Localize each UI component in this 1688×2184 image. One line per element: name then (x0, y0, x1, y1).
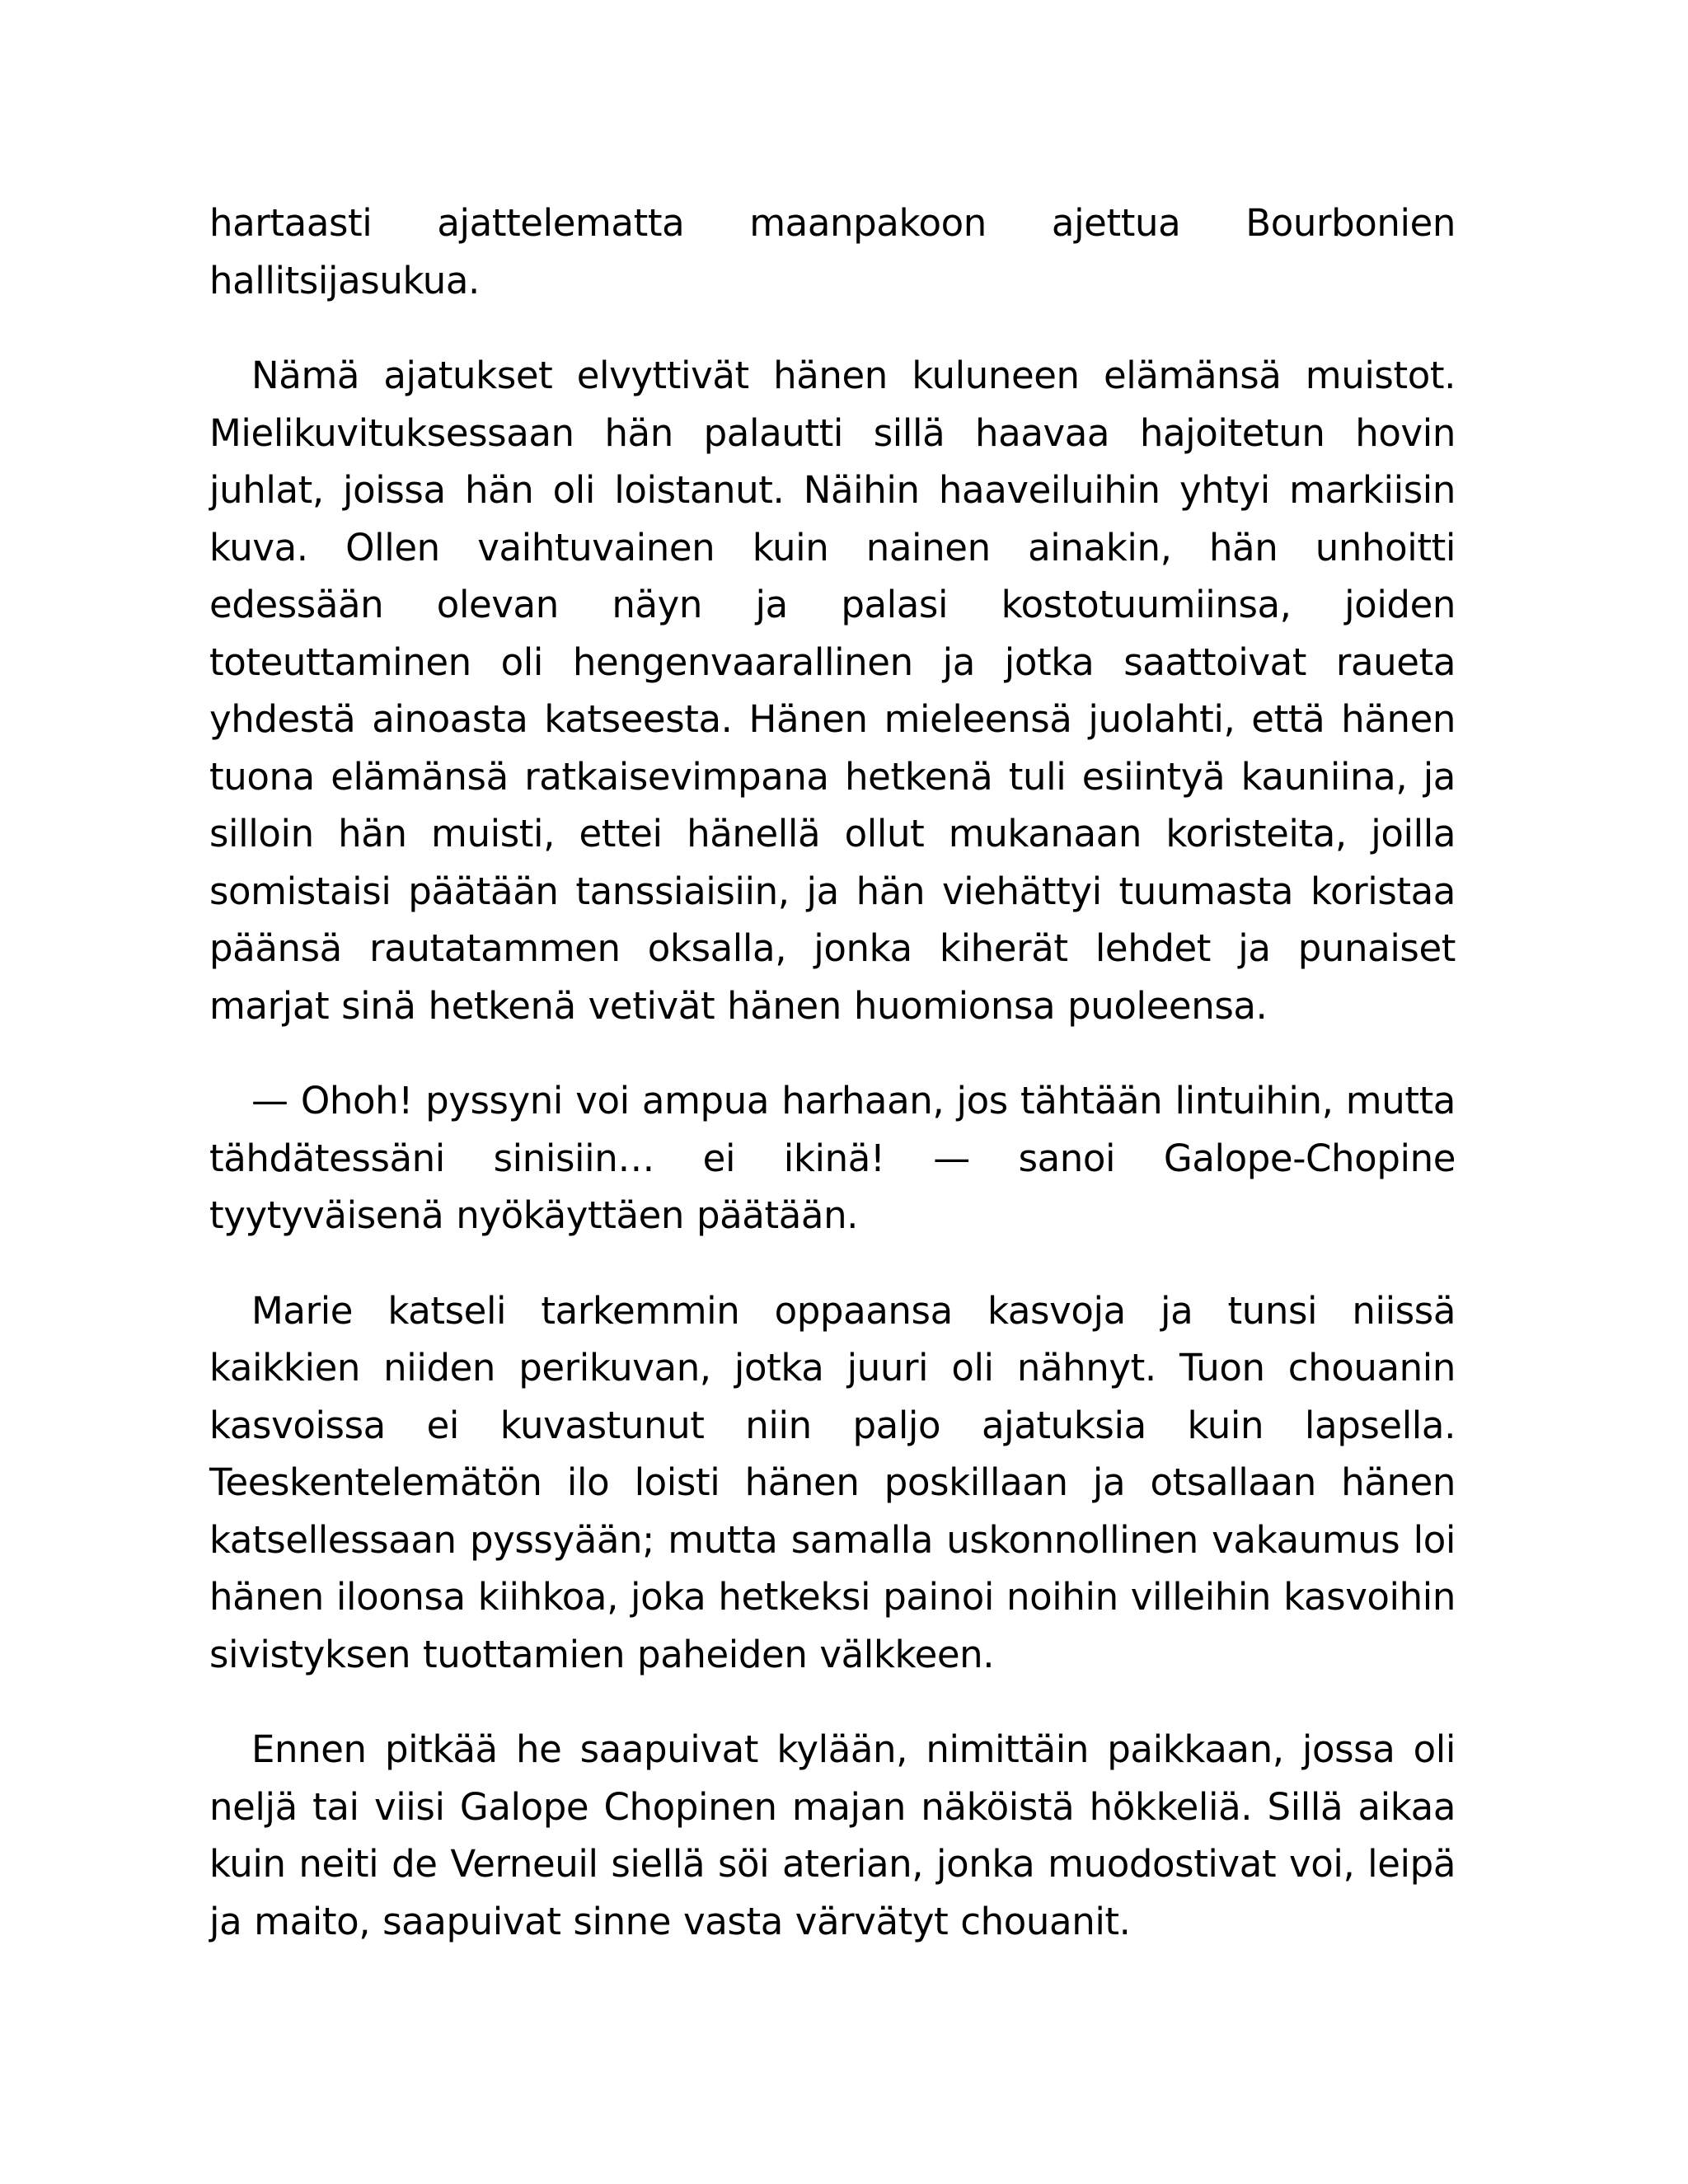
paragraph: — Ohoh! pyssyni voi ampua harhaan, jos tähtään lintuihin, mutta tähdätessäni sinisiin… ei ikinä! — sanoi Galope-Chopine tyytyväisenä nyökäyttäen päätään. (209, 1079, 1456, 1237)
paragraph: Nämä ajatukset elvyttivät hänen kuluneen elämänsä muistot. Mielikuvituksessaan hän palautti sillä haavaa hajoitetun hovin juhlat, joissa hän oli loistanut. Näihin haaveiluihin yhtyi markiisin kuva. Ollen vaihtuvainen kuin nainen ainakin, hän unhoitti edessään olevan näyn ja palasi kostotuumiinsa, joiden toteuttaminen oli hengenvaarallinen ja jotka saattoivat raueta yhdestä ainoasta katseesta. Hänen mieleensä juolahti, että hänen tuona elämänsä ratkaisevimpana hetkenä tuli esiintyä kauniina, ja silloin hän muisti, ettei hänellä ollut mukanaan koristeita, joilla somistaisi päätään tanssiaisiin, ja hän viehättyi tuumasta koristaa päänsä rautatammen oksalla, jonka kiherät lehdet ja punaiset marjat sinä hetkenä vetivät hänen huomionsa puoleensa. (209, 354, 1456, 1028)
book-page (209, 194, 1456, 1950)
paragraph: Marie katseli tarkemmin oppaansa kasvoja ja tunsi niissä kaikkien niiden perikuvan, jotka juuri oli nähnyt. Tuon chouanin kasvoissa ei kuvastunut niin paljo ajatuksia kuin lapsella. Teeskentelemätön ilo loisti hänen poskillaan ja otsallaan hänen katsellessaan pyssyään; mutta samalla uskonnollinen vakaumus loi hänen iloonsa kiihkoa, joka hetkeksi painoi noihin villeihin kasvoihin sivistyksen tuottamien paheiden välkkeen. (209, 1288, 1456, 1676)
paragraph: Ennen pitkää he saapuivat kylään, nimittäin paikkaan, jossa oli neljä tai viisi Galope Chopinen majan näköistä hökkeliä. Sillä aikaa kuin neiti de Verneuil siellä söi aterian, jonka muodostivat voi, leipä ja maito, saapuivat sinne vasta värvätyt chouanit. (209, 1727, 1456, 1943)
paragraph-continued: hartaasti ajattelematta maanpakoon ajettua Bourbonien hallitsijasukua. (209, 201, 1456, 302)
